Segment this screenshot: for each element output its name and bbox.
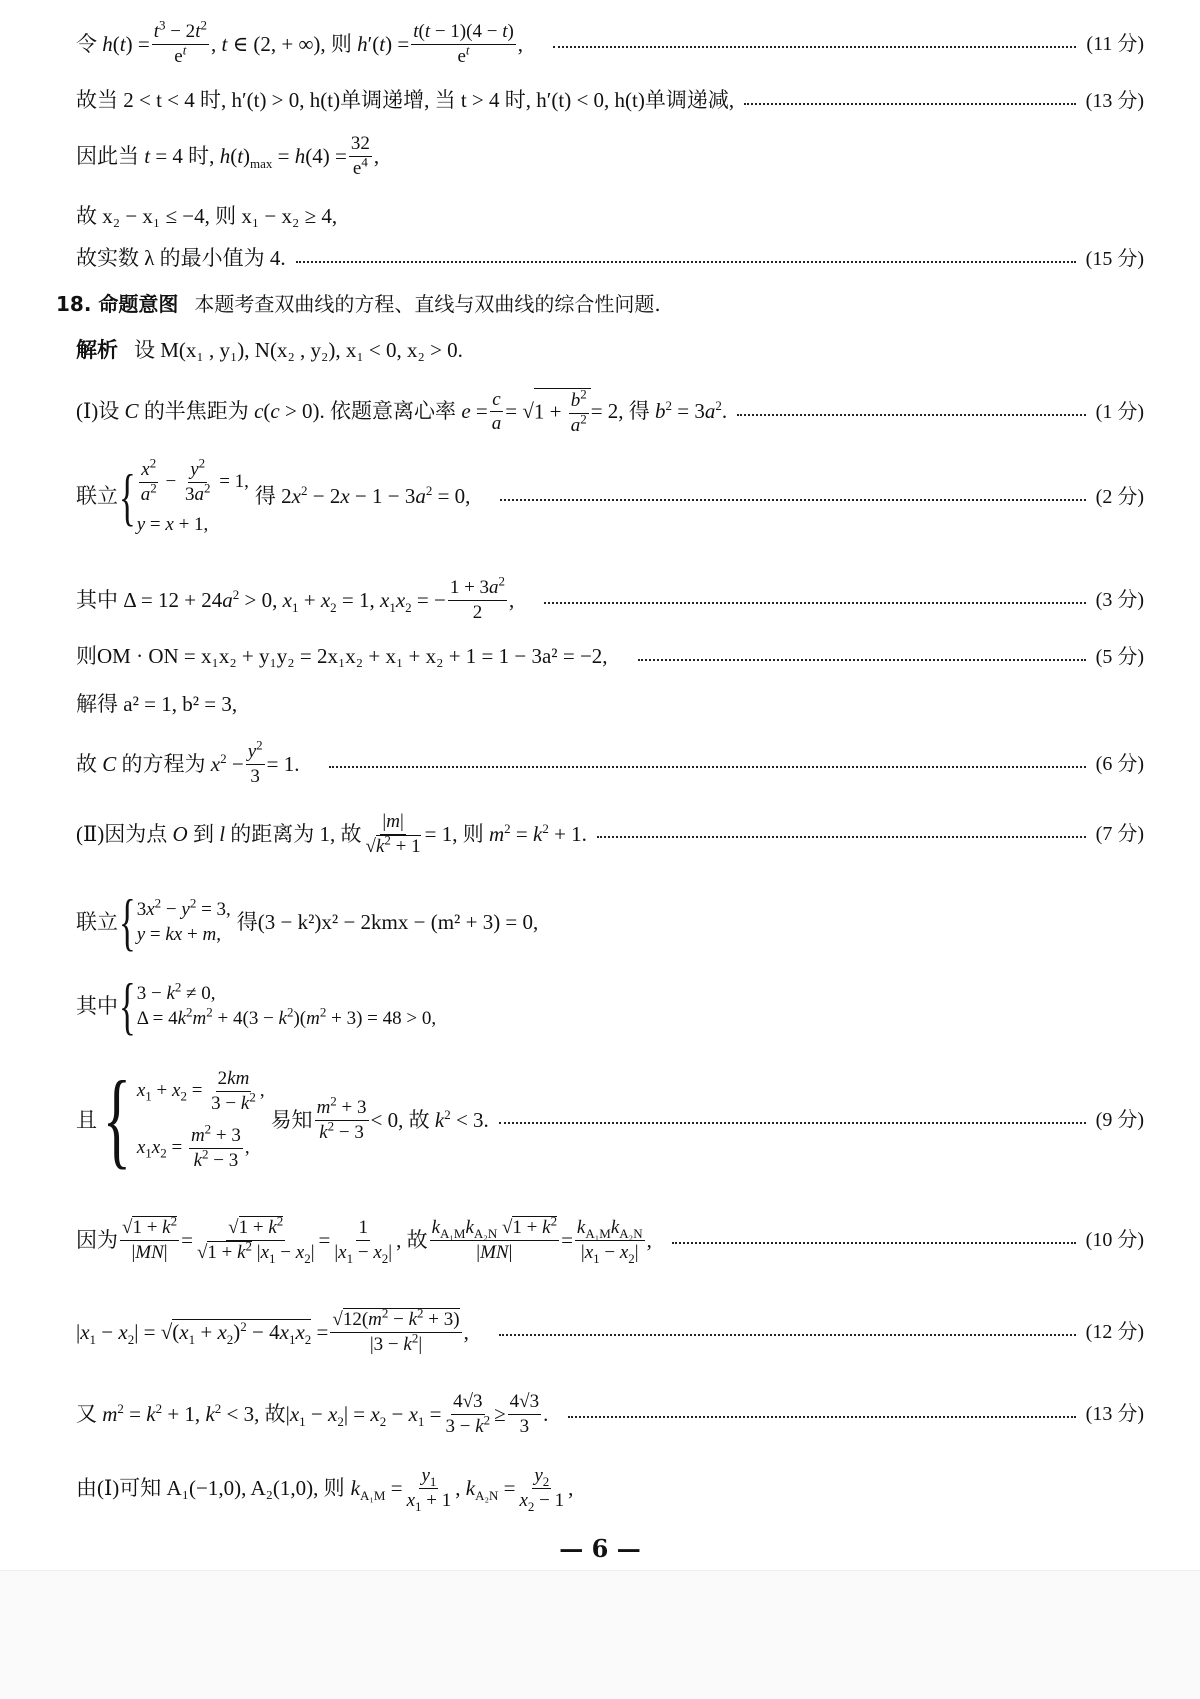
- line-slopes: 由(Ⅰ)可知 A₁(−1,0), A₂(1,0), 则 $k_{A_1M}$ = $\frac{y_1}{x_1 + 1}$ , $k_{A_2N}$ = $\frac{y_2}{x_2 - 1}$ ,: [76, 1465, 574, 1514]
- line-text: 得(3 − k²)x² − 2kmx − (m² + 3) = 0,: [236, 909, 539, 934]
- line-text: 则OM · ON = x₁x₂ + y₁y₂ = 2x₁x₂ + x₁ + x₂ + 1 = 1 − 3a² = −2,: [76, 644, 608, 668]
- line-12: $|x_1 - x_2| = √(x_1 + x_2)^2 - 4x_1x_2$ = $\frac{√12(m^2 - k^2 + 3)}{|3 - k^2|}$ , (12 分): [76, 1305, 1144, 1355]
- line-text: 本题考查双曲线的方程、直线与双曲线的综合性问题.: [194, 292, 661, 316]
- section-label: 解析: [76, 338, 118, 362]
- line-text: 其中: [76, 993, 118, 1018]
- line-text: 故实数 λ 的最小值为 4.: [76, 246, 286, 270]
- line-13a: [76, 90, 1144, 111]
- line-text: 设 M(x₁ , y₁), N(x₂ , y₂), x₁ < 0, x₂ > 0.: [134, 338, 463, 362]
- line-ineq: [76, 206, 1144, 227]
- score-label: (5 分): [1095, 645, 1144, 668]
- line-3: 其中 $\Delta = 12 + 24a^2 > 0$, $x_1 + x_2 = 1$, $x_1x_2$ = − $\frac{1 + 3a^2}{2}$ , (3 分): [76, 573, 1144, 623]
- score-label: (15 分): [1085, 247, 1144, 270]
- line-text: 解得 a² = 1, b² = 3,: [76, 692, 238, 716]
- line-15: [76, 248, 1144, 269]
- score-label: (1 分): [1095, 400, 1144, 423]
- page-number: — 6 —: [559, 1534, 641, 1563]
- line-text: 故 x₂ − x₁ ≤ −4, 则 x₁ − x₂ ≥ 4,: [76, 204, 338, 228]
- line-10: 因为 $\frac{√1 + k^2}{|MN|}$ = $\frac{√1 + k^2}{√1 + k^2 |x_1 - x_2|}$ = $\frac{1}{|x_1 - x_2|}$ , 故 $\frac{k_{A_1M}k_{A_2N} √1 + k^2}{|MN|}$ = $\frac{k_{A_1M}k_{A_2N}}{|x_1 - x_2|}$ , (10 分): [76, 1213, 1144, 1266]
- line-text: 故当 2 < t < 4 时, h′(t) > 0, h(t)单调递增, 当 t > 4 时, h′(t) < 0, h(t)单调递减,: [76, 88, 735, 112]
- line-2: 联立 { $\frac{x^2}{a^2}$ − $\frac{y^2}{3a^2}$ = 1, y = x + 1, 得 $2x^2 - 2x - 1 - 3a^2 = 0$, (2 分): [76, 455, 1144, 535]
- score-label: (6 分): [1095, 753, 1144, 776]
- score-label: (13 分): [1085, 1403, 1144, 1426]
- score-label: (3 分): [1095, 589, 1144, 612]
- line-5: [76, 646, 1144, 667]
- line-9: 且 { $x_1 + x_2$ = $\frac{2km}{3 - k^2}$ , $x_1x_2$ = $\frac{m^2 + 3}{k^2 - 3}$ , 易知 $\frac{m^2 + 3}{k^2 - 3}$ < 0, 故 $k^2 < 3$. (9 分): [76, 1060, 1144, 1179]
- page-footer-margin: [0, 1570, 1200, 1699]
- score-label: (13 分): [1085, 89, 1144, 112]
- line-13b: 又 $m^2 = k^2 + 1$, $k^2 < 3$, 故$|x_1 - x_2| = x_2 - x_1$ = $\frac{4√3}{3 - k^2}$ ≥ $\frac{4√3}{3}$ . (13 分): [76, 1391, 1144, 1437]
- analysis-setup: [76, 340, 1144, 361]
- score-label: (10 分): [1085, 1229, 1144, 1252]
- line-11: 令 h(t) = $\frac{t^3 - 2t^2}{e^t}$ , t ∈ (2, + ∞), 则 h′(t) = $\frac{t(t - 1)(4 - t)}{e^t}$ , (11 分): [76, 17, 1144, 67]
- line-1: (Ⅰ)设 C 的半焦距为 c(c > 0). 依题意离心率 e = $\frac{c}{a}$ = √ 1 + $\frac{b^2}{a^2}$ = 2, 得 $b^2 = 3a^2$. (1 分): [76, 386, 1144, 436]
- score-label: (2 分): [1095, 485, 1144, 508]
- score-label: (9 分): [1095, 1109, 1144, 1131]
- line-6: 故 C 的方程为 $x^2$ − $\frac{y^2}{3}$ = 1. (6 分): [76, 737, 1144, 787]
- line-conditions: 其中 { $3 - k^2 \ne 0$, $\Delta = 4k^2m^2 + 4(3 - k^2)(m^2 + 3) = 48 > 0$,: [76, 970, 437, 1041]
- line-text: 由(Ⅰ)可知 A₁(−1,0), A₂(1,0), 则: [76, 1475, 345, 1500]
- score-label: (11 分): [1086, 33, 1144, 56]
- score-label: (12 分): [1085, 1321, 1144, 1344]
- score-label: (7 分): [1095, 823, 1144, 846]
- problem-18-intent: [56, 294, 1144, 314]
- line-system2: 联立 { $3x^2 - y^2 = 3$, y = kx + m, 得(3 − k²)x² − 2kmx − (m² + 3) = 0,: [76, 886, 539, 957]
- line-max: 因此当 t = 4 时, $h(t)_{max} = h(4)$ = $\frac{32}{e^4}$ ,: [76, 133, 380, 179]
- line-7: (Ⅱ)因为点 O 到 l 的距离为 1, 故 $\frac{|m|}{√k^2 + 1}$ = 1, 则 $m^2 = k^2 + 1$. (7 分): [76, 811, 1144, 857]
- section-label: 18. 命题意图: [56, 292, 179, 316]
- line-solve: [76, 694, 1144, 715]
